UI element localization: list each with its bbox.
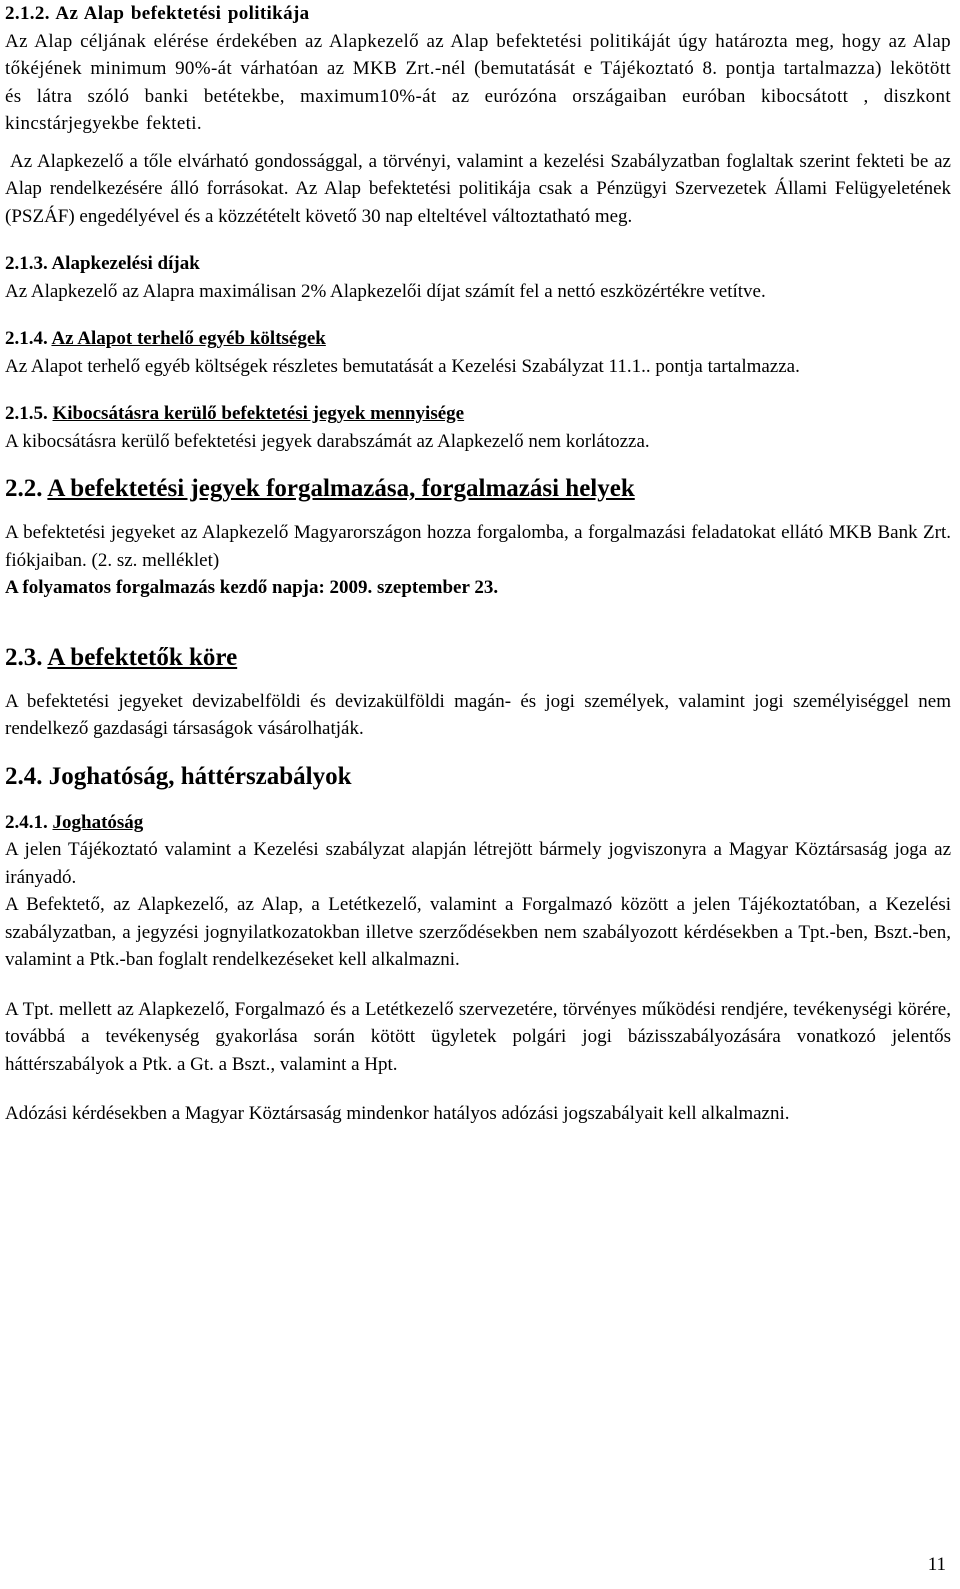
- heading-2-3: 2.3. A befektetők köre: [5, 643, 238, 671]
- heading-2-4-1: 2.4.1. Joghatóság: [5, 811, 144, 833]
- heading-2-1-4: 2.1.4. Az Alapot terhelő egyéb költségek: [5, 328, 326, 349]
- paragraph-management-fee: Az Alapkezelő az Alapra maximálisan 2% Alapkezelői díjat számít fel a nettó eszközértékre vetítve.: [5, 280, 766, 302]
- paragraph-jurisdiction: A jelen Tájékoztató valamint a Kezelési szabályzat alapján létrejött bármely jogviszonyra a Magyar Köztársaság joga az irányadó.: [5, 839, 951, 888]
- paragraph-distribution-start: A folyamatos forgalmazás kezdő napja: 2009. szeptember 23.: [5, 577, 499, 598]
- heading-2-1-2: 2.1.2. Az Alap befektetési politikája: [5, 3, 310, 24]
- paragraph-applicable-law: A Befektető, az Alapkezelő, az Alap, a Letétkezelő, valamint a Forgalmazó között a jelen Tájékoztatóban, a Kezelési szabályzatban, a jegyzési jognyilatkozatokban illetve szerződésekben nem szabályozott kérdésekben a Tpt.-ben, Bszt.-ben, valamint a Ptk.-ban foglalt rendelkezéseket kell alkalmazni.: [5, 894, 951, 970]
- paragraph-other-costs: Az Alapot terhelő egyéb költségek részletes bemutatását a Kezelési Szabályzat 11.1.. pontja tartalmazza.: [5, 355, 800, 377]
- paragraph-background-rules: A Tpt. mellett az Alapkezelő, Forgalmazó és a Letétkezelő szervezetére, törvényes működési rendjére, tevékenységi körére, továbbá a tevékenység gyakorlása során kötött ügyletek polgári jogi bázisszabályozására vonatkozó jelentős háttérszabályok a Ptk. a Gt. a Bszt., valamint a Hpt.: [5, 998, 951, 1075]
- paragraph-issue-quantity: A kibocsátásra kerülő befektetési jegyek darabszámát az Alapkezelő nem korlátozza.: [5, 430, 650, 452]
- paragraph-investment-policy: Az Alap céljának elérése érdekében az Alapkezelő az Alap befektetési politikáját úgy határozta meg, hogy az Alap tőkéjének minimum 90%-át várhatóan az MKB Zrt.-nél (bemutatását e Tájékoztató 8. pontja tartalmazza) lekötött és látra szóló banki betétekbe, maximum10%-át az eurózóna országaiban euróban kibocsátott , diszkont kincstárjegyekbe fekteti.: [5, 30, 951, 134]
- paragraph-tax: Adózási kérdésekben a Magyar Köztársaság mindenkor hatályos adózási jogszabályait kell alkalmazni.: [5, 1103, 790, 1124]
- heading-2-4: 2.4. Joghatóság, háttérszabályok: [5, 762, 352, 790]
- heading-2-2: 2.2. A befektetési jegyek forgalmazása, forgalmazási helyek: [5, 475, 635, 502]
- heading-2-1-3: 2.1.3. Alapkezelési díjak: [5, 253, 200, 274]
- paragraph-fund-manager-care: Az Alapkezelő a tőle elvárható gondossággal, a törvényi, valamint a kezelési Szabályzatban foglaltak szerint fekteti be az Alap rendelkezésére álló forrásokat. Az Alap befektetési politikája csak a Pénzügyi Szervezetek Állami Felügyeletének (PSZÁF) engedélyével és a közzétételt követő 30 nap elteltével változtatható meg.: [5, 150, 951, 227]
- paragraph-investors: A befektetési jegyeket devizabelföldi és devizakülföldi magán- és jogi személyek, valamint jogi személyiséggel nem rendelkező gazdasági társaságok vásárolhatják.: [5, 690, 951, 739]
- document-page: [5, 0, 951, 1128]
- heading-2-1-5: 2.1.5. Kibocsátásra kerülő befektetési jegyek mennyisége: [5, 403, 465, 424]
- paragraph-distribution: A befektetési jegyeket az Alapkezelő Magyarországon hozza forgalomba, a forgalmazási feladatokat ellátó MKB Bank Zrt. fiókjaiban. (2. sz. melléklet): [5, 522, 951, 571]
- page-number: 11: [927, 1554, 946, 1575]
